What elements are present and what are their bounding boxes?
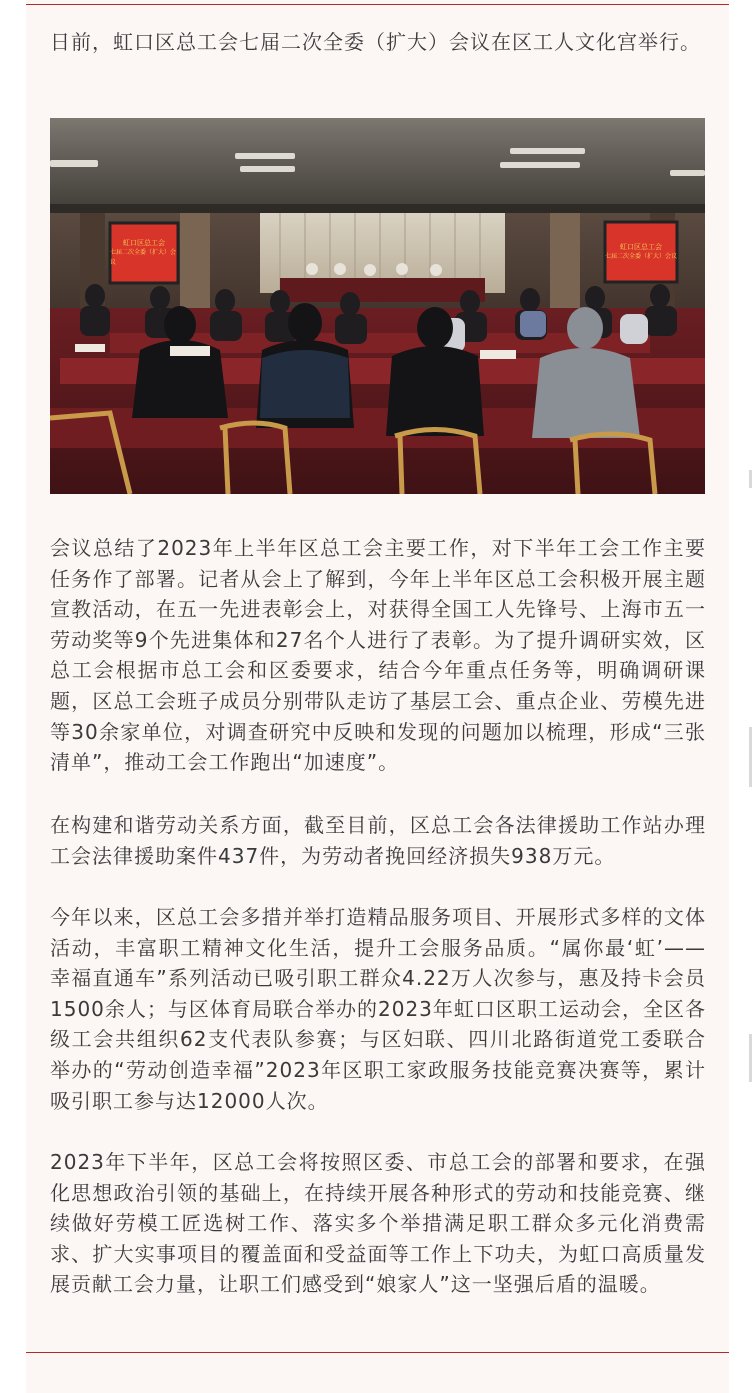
scroll-mark (749, 470, 752, 488)
scroll-mark (749, 1034, 752, 1082)
scroll-mark (749, 727, 752, 787)
paragraph-services: 今年以来，区总工会多措并举打造精品服务项目、开展形式多样的文体活动，丰富职工精神文化生活，提升工会服务品质。“属你最‘虹’——幸福直通车”系列活动已吸引职工群众4.22万人次参与，惠及持卡会员1500余人；与区体育局联合举办的2023年虹口区职工运动会，全区各级工会共组织62支代表队参赛；与区妇联、四川北路街道党工委联合举办的“劳动创造幸福”2023年区职工家政服务技能竞赛决赛等，累计吸引职工参与达12000人次。 (50, 905, 706, 1113)
left-screen (110, 223, 178, 283)
paragraph-legal-aid: 在构建和谐劳动关系方面，截至目前，区总工会各法律援助工作站办理工会法律援助案件437件，为劳动者挽回经济损失938万元。 (50, 813, 706, 868)
meeting-photo (50, 118, 705, 494)
right-edge-scroll-marks (747, 0, 753, 1393)
right-screen (605, 222, 677, 282)
right-screen-title: 虹口区总工会 (620, 243, 662, 251)
meeting-photo-scene (50, 118, 705, 494)
paragraph-summary: 会议总结了2023年上半年区总工会主要工作，对下半年工会工作主要任务作了部署。记者从会上了解到，今年上半年区总工会积极开展主题宣教活动，在五一先进表彰会上，对获得全国工人先锋号、上海市五一劳动奖等9个先进集体和27名个人进行了表彰。为了提升调研实效，区总工会根据市总工会和区委要求，结合今年重点任务等，明确调研课题，区总工会班子成员分别带队走访了基层工会、重点企业、劳模先进等30余家单位，对调查研究中反映和发现的问题加以梳理，形成“三张清单”，推动工会工作跑出“加速度”。 (50, 536, 706, 775)
right-screen-subtitle: 七届二次全委（扩大）会议 (605, 253, 678, 260)
paragraph-outlook: 2023年下半年，区总工会将按照区委、市总工会的部署和要求，在强化思想政治引领的基础上，在持续开展各种形式的劳动和技能竞赛、继续做好劳模工匠选树工作、落实多个举措满足职工群众多元化消费需求、扩大实事项目的覆盖面和受益面等工作上下功夫，为虹口高质量发展贡献工会力量，让职工们感受到“娘家人”这一坚强后盾的温暖。 (50, 1150, 706, 1297)
left-screen-title: 虹口区总工会 (123, 239, 165, 247)
paragraph-intro: 日前，虹口区总工会七届二次全委（扩大）会议在区工人文化宫举行。 (50, 30, 701, 54)
left-screen-subtitle: 七届二次全委（扩大）会议 (110, 249, 177, 266)
bottom-divider (26, 1352, 729, 1353)
top-divider (26, 4, 729, 5)
